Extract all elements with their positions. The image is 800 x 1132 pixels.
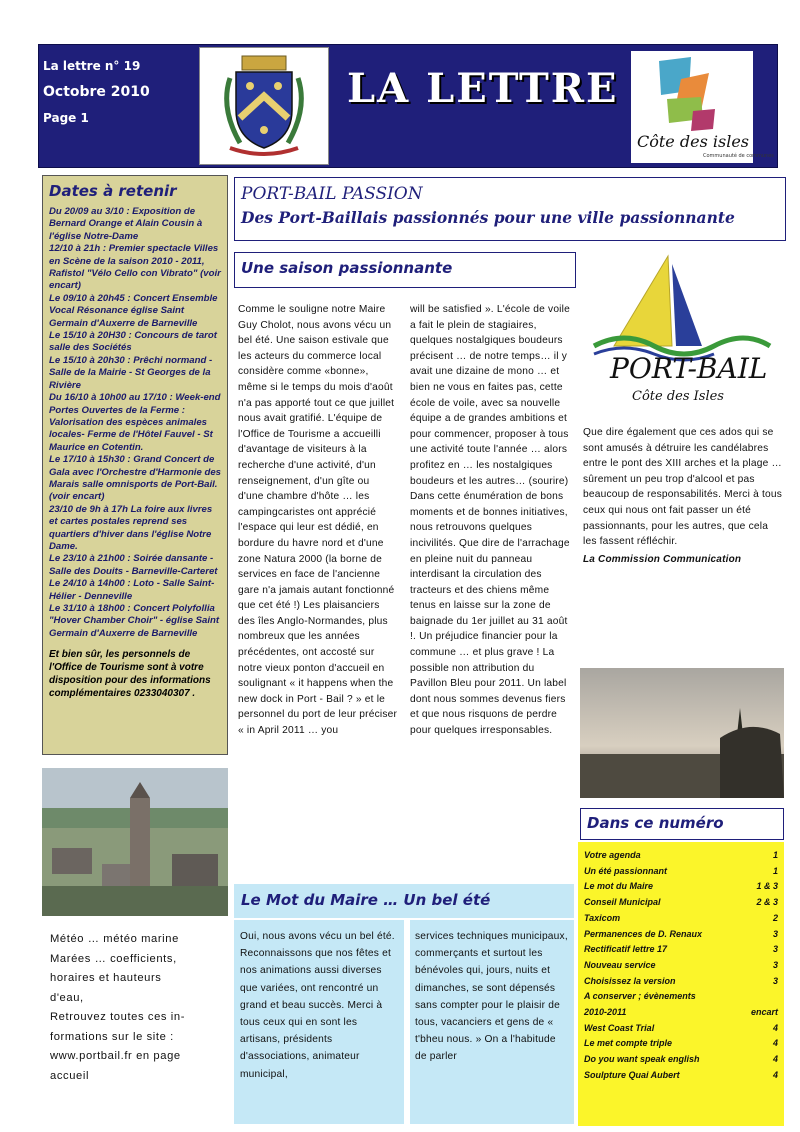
meteo-line: accueil	[50, 1069, 90, 1082]
date-item: Le 17/10 à 15h30 : Grand Concert de Gala avec l'Orchestre d'Harmonie des Marais salle omnisports de Port-Bail. (voir encart)	[49, 454, 221, 503]
harbour-sunset-photo	[580, 668, 784, 798]
meteo-line: formations sur le site :	[50, 1030, 174, 1043]
date-item: Le 31/10 à 18h00 : Concert Polyfollia "Hover Chamber Choir" - église Saint Germain d'Auxerre de Barneville	[49, 603, 220, 639]
headline-title: PORT-BAIL PASSION	[241, 184, 423, 204]
sommaire-row[interactable]: Taxicom 2	[584, 912, 778, 923]
page-number: Page 1	[43, 111, 89, 125]
sommaire-row[interactable]: Le met compte triple 4	[584, 1038, 778, 1049]
svg-text:Communauté de communes: Communauté de communes	[703, 153, 774, 159]
saison-section-title: Une saison passionnante	[234, 252, 576, 288]
meteo-line: horaires et hauteurs	[50, 972, 162, 984]
date-item: Le 24/10 à 14h00 : Loto - Salle Saint-Hélier - Denneville	[49, 578, 215, 602]
newsletter-title: LA LETTRE	[347, 65, 619, 112]
sommaire-row[interactable]: Rectificatif lettre 17 3	[584, 944, 778, 955]
sommaire-row[interactable]: A conserver ; évènements	[584, 991, 696, 1002]
sommaire-row[interactable]: Le mot du Maire 1 & 3	[584, 881, 778, 892]
date-item: Le 15/10 à 20h30 : Prêchi normand - Salle de la Mairie - St Georges de la Rivière	[49, 354, 213, 391]
signature: La Commission Communication	[583, 553, 742, 565]
issue-number: La lettre n° 19	[43, 59, 141, 73]
saison-column-2: will be satisfied ». L'école de voile a fait le plein de stagiaires, quelques nostalgiques boudeurs précisent … de notre temps… il y avait une dizaine de mono … et bien ne vous en faites pas, cette école de voile, avec sa nouvelle équipe a de grandes ambitions et pour commencer, proposer à tous une activité toute l'année … alors profitez en … les nostalgiques boudeurs et les autres… (sourire) Dans cette énumération de bons moments et de bonnes initiatives, nous retrouvons quelques incivilités. Que dire de l'arrachage en pleine nuit du panneau interdisant la circulation des tracteurs et des chiens même tenus en laisse sur la zone de baignade du 1er juillet au 31 août !. Un préjudice financier pour la commune … et plus grave ! La possible non attribution du Pavillon Bleu pour 2011. Un label dont nous sommes devenus fiers et que nous risquons de perdre pour quelques irresponsables.	[410, 304, 570, 737]
date-item: Le 23/10 à 21h00 : Soirée dansante - Salle des Douits - Barneville-Carteret	[49, 553, 218, 577]
meteo-info	[50, 930, 228, 1086]
sommaire-title: Dans ce numéro	[580, 808, 784, 840]
saison-column-1: Comme le souligne notre Maire Guy Cholot, nous avons vécu un bel été. Une saison estivale que les acteurs du commerce local considère comme «bonne», même si le temps du mois d'août n'a pas apporté tout ce que juillet nous avait gratifié. L'équipe de l'Office de Tourisme a accueilli d'avantage de visiteurs à la recherche d'une activité, d'un renseignement, d'un gîte ou d'une chambre d'hôte … les campingcaristes ont apprécié l'espace qui leur est dédié, en bordure du havre nord et d'une zone Natura 2000 (la borne de services en face de l'ancienne gare n'a jamais autant fonctionné que cet été !) Les plaisanciers des îles Anglo-Normandes, plus nombreux que les années précédentes, ont accosté sur notre vieux ponton d'accueil en soulignant « it happens when the new dock in Port - Bail ? » et le personnel du port de leur préciser « in April 2011 … you	[238, 304, 398, 737]
date-item: Le 15/10 à 20H30 : Concours de tarot salle des Sociétés	[49, 330, 217, 354]
dates-title: Dates à retenir	[49, 182, 177, 200]
coat-of-arms-icon	[199, 47, 329, 165]
svg-text:PORT-BAIL: PORT-BAIL	[610, 352, 768, 385]
saison-continuation	[583, 425, 783, 567]
sommaire-list	[578, 842, 784, 1126]
issue-meta	[43, 53, 150, 131]
headline-box	[234, 177, 786, 241]
tourist-office-note: Et bien sûr, les personnels de l'Office de Tourisme sont à votre disposition pour des informations complémentaires 0233040307 .	[49, 649, 211, 700]
meteo-line: d'eau,	[50, 991, 84, 1004]
port-bail-logo	[584, 250, 780, 410]
sommaire-row[interactable]: 2010-2011 encart	[584, 1007, 778, 1018]
meteo-line[interactable]: www.portbail.fr en page	[50, 1050, 181, 1062]
sommaire-row[interactable]: Conseil Municipal 2 & 3	[584, 897, 778, 908]
meteo-line: Météo … météo marine	[50, 933, 179, 945]
dates-list	[49, 206, 221, 640]
date-item: 23/10 de 9h à 17h La foire aux livres et cartes postales reprend ses quartiers d'hiver dans l'église Notre Dame.	[49, 503, 213, 552]
sommaire-row[interactable]: Permanences de D. Renaux 3	[584, 928, 778, 939]
issue-date: Octobre 2010	[43, 84, 150, 100]
svg-text:Côte des isles: Côte des isles	[637, 132, 749, 151]
dates-sidebar	[42, 175, 228, 755]
meteo-line: Marées … coefficients,	[50, 952, 177, 965]
date-item: Du 20/09 au 3/10 : Exposition de Bernard Orange et Alain Cousin à l'église Notre-Dame	[49, 206, 203, 242]
maire-column-1: Oui, nous avons vécu un bel été. Reconnaissons que nos fêtes et nos animations aussi diverses que variées, ont rencontré un grand et beau succès. Merci à tous ceux qui en sont les artisans, présidents d'associations, animateur municipal,	[240, 931, 395, 1080]
date-item: Le 09/10 à 20h45 : Concert Ensemble Vocal Résonance église Saint Germain d'Auxerre de Barneville	[49, 292, 218, 329]
header-banner	[38, 44, 778, 168]
maire-column-2: services techniques municipaux, commerçants et surtout les bénévoles qui, jours, nuits et dimanches, se sont dépensés sans compter pour le plaisir de tous, vacanciers et gens de « t'bheu nous. » On a l'habitude de parler	[415, 931, 568, 1063]
sommaire-row[interactable]: Soulpture Quai Aubert 4	[584, 1069, 778, 1080]
meteo-line: Retrouvez toutes ces in-	[50, 1011, 186, 1023]
headline-subtitle: Des Port-Baillais passionnés pour une ville passionnante	[241, 208, 735, 227]
cote-des-isles-logo	[631, 51, 774, 163]
sommaire-row[interactable]: Nouveau service 3	[584, 959, 778, 970]
sommaire-row[interactable]: Choisissez la version 3	[584, 975, 778, 986]
sommaire-row[interactable]: Un été passionnant 1	[584, 865, 778, 876]
maire-section-title: Le Mot du Maire … Un bel été	[234, 884, 574, 918]
date-item: Du 16/10 à 10h00 au 17/10 : Week-end Portes Ouvertes de la Ferme : Valorisation des espèces animales locales- Ferme de l'Hôtel Fauvel - St Maurice en Cotentin.	[49, 392, 221, 453]
svg-text:Côte des Isles: Côte des Isles	[632, 389, 724, 404]
date-item: 12/10 à 21h : Premier spectacle Villes en Scène de la saison 2010 - 2011, Rafistol "Vélo Cello con Vibrato" (voir encart)	[49, 243, 221, 292]
sommaire-row[interactable]: Do you want speak english 4	[584, 1054, 778, 1065]
saison-right-text: Que dire également que ces ados qui se sont amusés à détruire les candélabres entre le pont des XIII arches et la plage … sûrement un peu trop d'alcool et pas beaucoup de responsabilités. Merci à tous ceux qui nous ont fait passer un été passionnants, pour les autres, que cela les fassent réfléchir.	[583, 427, 783, 548]
town-aerial-photo	[42, 768, 228, 916]
sommaire-row[interactable]: Votre agenda 1	[584, 850, 778, 860]
sommaire-row[interactable]: West Coast Trial 4	[584, 1022, 778, 1033]
